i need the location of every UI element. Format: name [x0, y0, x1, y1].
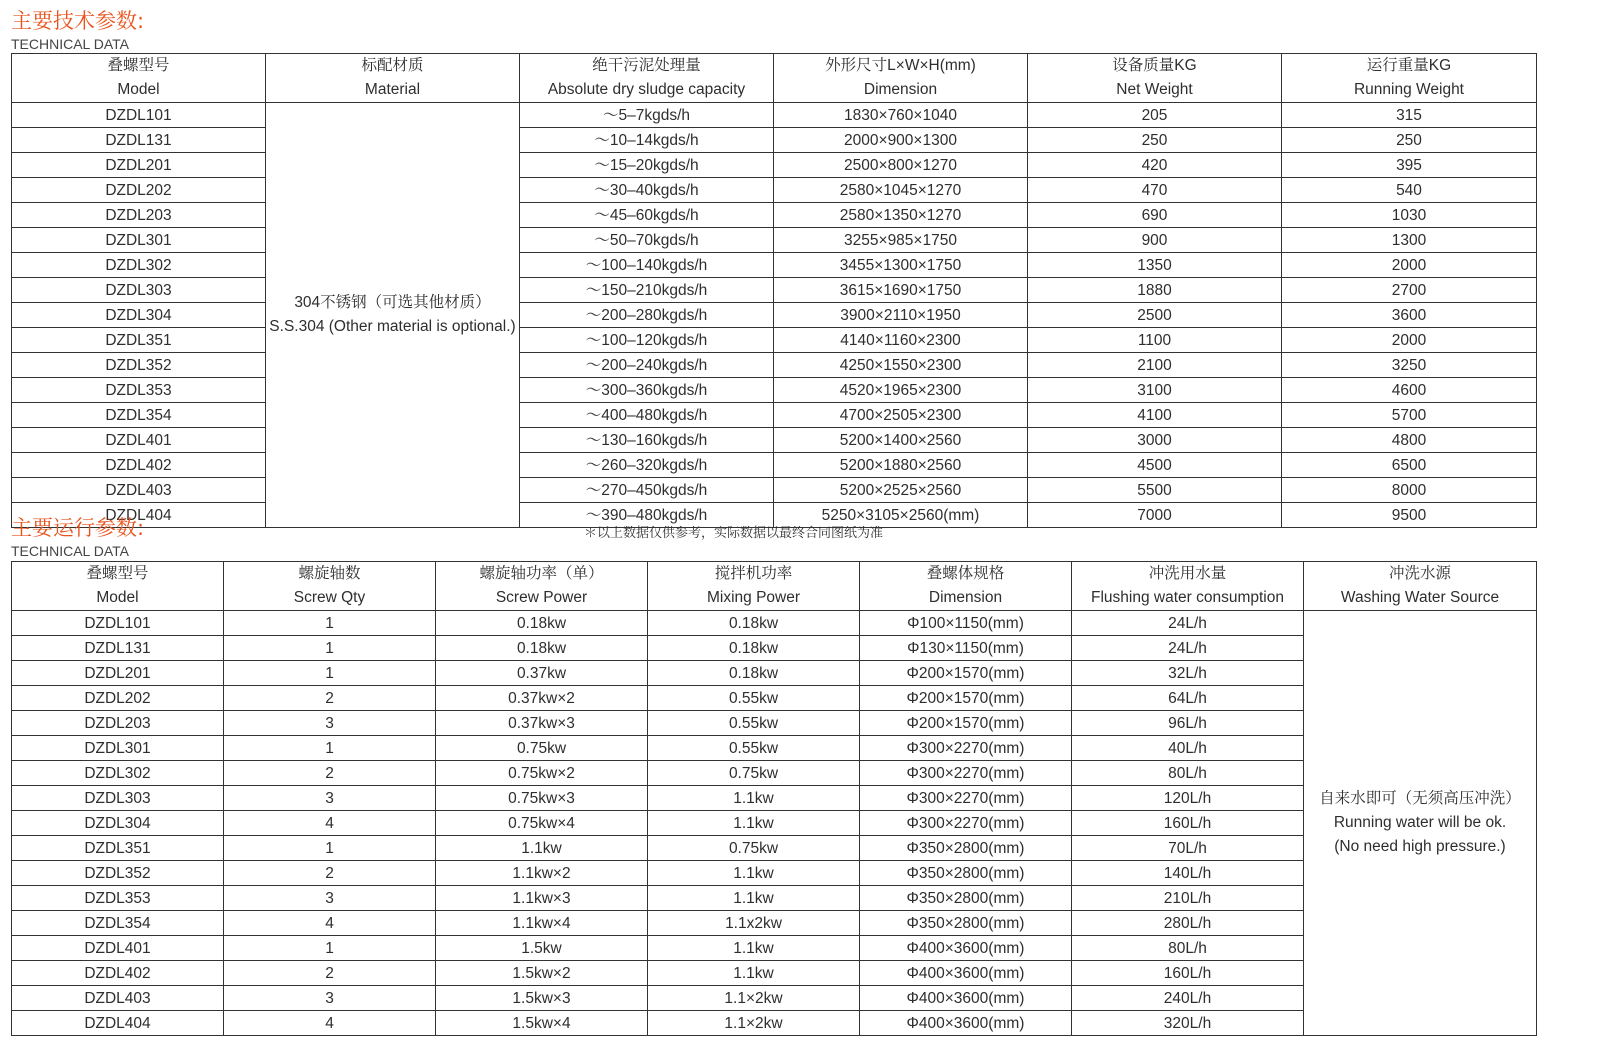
cell-flushing-water: 80L/h: [1072, 761, 1304, 786]
cell-capacity: ～100–120kgds/h: [520, 328, 774, 353]
cell-model: DZDL402: [12, 453, 266, 478]
cell-model: DZDL202: [12, 178, 266, 203]
cell-net-weight: 1880: [1028, 278, 1282, 303]
cell-screw-qty: 3: [224, 986, 436, 1011]
cell-running-weight: 5700: [1282, 403, 1537, 428]
cell-capacity: ～5–7kgds/h: [520, 103, 774, 128]
material-zh: 304不锈钢（可选其他材质）: [294, 294, 491, 311]
cell-running-weight: 2000: [1282, 328, 1537, 353]
cell-capacity: ～45–60kgds/h: [520, 203, 774, 228]
table-row: [12, 611, 1537, 636]
cell-flushing-water: 96L/h: [1072, 711, 1304, 736]
cell-capacity: ～200–280kgds/h: [520, 303, 774, 328]
header-material: 标配材质 Material: [266, 54, 520, 103]
header-flushing-water: 冲洗用水量 Flushing water consumption: [1072, 562, 1304, 611]
cell-dimension: Φ350×2800(mm): [860, 836, 1072, 861]
cell-mixing-power: 1.1kw: [648, 786, 860, 811]
cell-model: DZDL401: [12, 936, 224, 961]
cell-screw-power: 0.75kw: [436, 736, 648, 761]
cell-model: DZDL404: [12, 503, 266, 528]
cell-screw-qty: 3: [224, 711, 436, 736]
cell-dimension: Φ200×1570(mm): [860, 661, 1072, 686]
table-row: [12, 378, 1537, 403]
cell-flushing-water: 140L/h: [1072, 861, 1304, 886]
cell-model: DZDL203: [12, 711, 224, 736]
cell-running-weight: 250: [1282, 128, 1537, 153]
cell-net-weight: 1350: [1028, 253, 1282, 278]
cell-screw-power: 1.1kw: [436, 836, 648, 861]
cell-model: DZDL101: [12, 103, 266, 128]
cell-screw-qty: 1: [224, 836, 436, 861]
table-row: [12, 328, 1537, 353]
cell-mixing-power: 1.1x2kw: [648, 911, 860, 936]
cell-mixing-power: 1.1kw: [648, 861, 860, 886]
cell-model: DZDL403: [12, 478, 266, 503]
cell-screw-qty: 4: [224, 1011, 436, 1036]
cell-running-weight: 315: [1282, 103, 1537, 128]
cell-flushing-water: 160L/h: [1072, 811, 1304, 836]
cell-flushing-water: 24L/h: [1072, 611, 1304, 636]
cell-model: DZDL304: [12, 811, 224, 836]
cell-model: DZDL303: [12, 278, 266, 303]
cell-capacity: ～10–14kgds/h: [520, 128, 774, 153]
cell-screw-qty: 1: [224, 936, 436, 961]
cell-screw-qty: 4: [224, 811, 436, 836]
cell-flushing-water: 160L/h: [1072, 961, 1304, 986]
cell-model: DZDL403: [12, 986, 224, 1011]
cell-dimension: 5200×1400×2560: [774, 428, 1028, 453]
cell-capacity: ～300–360kgds/h: [520, 378, 774, 403]
header-mixing-power: 搅拌机功率 Mixing Power: [648, 562, 860, 611]
table-row: [12, 453, 1537, 478]
table-row: [12, 228, 1537, 253]
cell-mixing-power: 1.1×2kw: [648, 986, 860, 1011]
cell-mixing-power: 1.1×2kw: [648, 1011, 860, 1036]
cell-flushing-water: 240L/h: [1072, 986, 1304, 1011]
cell-dimension: Φ350×2800(mm): [860, 911, 1072, 936]
cell-dimension: Φ300×2270(mm): [860, 811, 1072, 836]
table-row: [12, 303, 1537, 328]
cell-model: DZDL201: [12, 153, 266, 178]
cell-dimension: 4700×2505×2300: [774, 403, 1028, 428]
cell-dimension: 1830×760×1040: [774, 103, 1028, 128]
cell-capacity: ～130–160kgds/h: [520, 428, 774, 453]
table-row: [12, 178, 1537, 203]
table-row: [12, 203, 1537, 228]
cell-model: DZDL202: [12, 686, 224, 711]
header-dimension: 叠螺体规格 Dimension: [860, 562, 1072, 611]
cell-screw-qty: 2: [224, 861, 436, 886]
cell-running-weight: 4600: [1282, 378, 1537, 403]
cell-screw-power: 0.18kw: [436, 636, 648, 661]
cell-model: DZDL203: [12, 203, 266, 228]
cell-flushing-water: 24L/h: [1072, 636, 1304, 661]
header-net-weight: 设备质量KG Net Weight: [1028, 54, 1282, 103]
cell-net-weight: 2500: [1028, 303, 1282, 328]
cell-screw-qty: 2: [224, 761, 436, 786]
cell-net-weight: 4100: [1028, 403, 1282, 428]
cell-capacity: ～400–480kgds/h: [520, 403, 774, 428]
cell-mixing-power: 0.55kw: [648, 711, 860, 736]
cell-screw-power: 1.1kw×2: [436, 861, 648, 886]
cell-running-weight: 4800: [1282, 428, 1537, 453]
cell-dimension: Φ350×2800(mm): [860, 886, 1072, 911]
cell-running-weight: 2000: [1282, 253, 1537, 278]
cell-model: DZDL402: [12, 961, 224, 986]
header-dimension: 外形尺寸L×W×H(mm) Dimension: [774, 54, 1028, 103]
header-row: [12, 562, 1537, 611]
cell-dimension: 3900×2110×1950: [774, 303, 1028, 328]
cell-model: DZDL131: [12, 128, 266, 153]
cell-dimension: Φ300×2270(mm): [860, 786, 1072, 811]
cell-flushing-water: 32L/h: [1072, 661, 1304, 686]
header-capacity: 绝干污泥处理量 Absolute dry sludge capacity: [520, 54, 774, 103]
operating-data-table: [11, 561, 1537, 1036]
cell-screw-power: 0.18kw: [436, 611, 648, 636]
cell-capacity: ～150–210kgds/h: [520, 278, 774, 303]
cell-model: DZDL304: [12, 303, 266, 328]
cell-net-weight: 690: [1028, 203, 1282, 228]
table-row: [12, 278, 1537, 303]
cell-mixing-power: 0.75kw: [648, 761, 860, 786]
table-row: [12, 478, 1537, 503]
cell-screw-power: 1.5kw×3: [436, 986, 648, 1011]
cell-screw-qty: 1: [224, 636, 436, 661]
cell-dimension: Φ400×3600(mm): [860, 936, 1072, 961]
cell-dimension: 2500×800×1270: [774, 153, 1028, 178]
cell-model: DZDL131: [12, 636, 224, 661]
cell-capacity: ～50–70kgds/h: [520, 228, 774, 253]
cell-screw-qty: 3: [224, 886, 436, 911]
table-row: [12, 128, 1537, 153]
header-water-source: 冲洗水源 Washing Water Source: [1304, 562, 1537, 611]
header-model: 叠螺型号 Model: [12, 562, 224, 611]
cell-flushing-water: 80L/h: [1072, 936, 1304, 961]
header-row: [12, 54, 1537, 103]
cell-net-weight: 5500: [1028, 478, 1282, 503]
cell-capacity: ～100–140kgds/h: [520, 253, 774, 278]
cell-mixing-power: 0.75kw: [648, 836, 860, 861]
cell-dimension: Φ100×1150(mm): [860, 611, 1072, 636]
cell-screw-power: 0.37kw×2: [436, 686, 648, 711]
cell-running-weight: 8000: [1282, 478, 1537, 503]
cell-mixing-power: 1.1kw: [648, 961, 860, 986]
cell-dimension: 2000×900×1300: [774, 128, 1028, 153]
cell-mixing-power: 1.1kw: [648, 886, 860, 911]
section2-subtitle: TECHNICAL DATA: [11, 543, 129, 559]
cell-mixing-power: 0.18kw: [648, 661, 860, 686]
cell-dimension: Φ300×2270(mm): [860, 736, 1072, 761]
cell-net-weight: 3100: [1028, 378, 1282, 403]
cell-net-weight: 250: [1028, 128, 1282, 153]
cell-dimension: 4250×1550×2300: [774, 353, 1028, 378]
cell-dimension: 3455×1300×1750: [774, 253, 1028, 278]
cell-dimension: Φ400×3600(mm): [860, 1011, 1072, 1036]
cell-dimension: 4140×1160×2300: [774, 328, 1028, 353]
cell-net-weight: 4500: [1028, 453, 1282, 478]
table-row: [12, 103, 1537, 128]
cell-flushing-water: 70L/h: [1072, 836, 1304, 861]
cell-capacity: ～30–40kgds/h: [520, 178, 774, 203]
cell-net-weight: 7000: [1028, 503, 1282, 528]
cell-model: DZDL401: [12, 428, 266, 453]
cell-model: DZDL352: [12, 861, 224, 886]
cell-model: DZDL404: [12, 1011, 224, 1036]
cell-net-weight: 2100: [1028, 353, 1282, 378]
cell-model: DZDL303: [12, 786, 224, 811]
cell-model: DZDL354: [12, 403, 266, 428]
cell-capacity: ～200–240kgds/h: [520, 353, 774, 378]
header-screw-qty: 螺旋轴数 Screw Qty: [224, 562, 436, 611]
cell-dimension: 4520×1965×2300: [774, 378, 1028, 403]
cell-mixing-power: 0.18kw: [648, 636, 860, 661]
material-en: S.S.304 (Other material is optional.): [269, 318, 516, 335]
cell-model: DZDL301: [12, 228, 266, 253]
cell-screw-power: 0.37kw×3: [436, 711, 648, 736]
cell-net-weight: 205: [1028, 103, 1282, 128]
cell-dimension: 5200×1880×2560: [774, 453, 1028, 478]
technical-data-table: [11, 53, 1537, 528]
cell-flushing-water: 64L/h: [1072, 686, 1304, 711]
cell-dimension: Φ300×2270(mm): [860, 761, 1072, 786]
cell-mixing-power: 0.55kw: [648, 686, 860, 711]
water-source-cell: [1304, 611, 1537, 1036]
water-source-zh: 自来水即可（无须高压冲洗）: [1319, 790, 1521, 807]
cell-dimension: Φ350×2800(mm): [860, 861, 1072, 886]
cell-running-weight: 2700: [1282, 278, 1537, 303]
cell-model: DZDL354: [12, 911, 224, 936]
cell-flushing-water: 120L/h: [1072, 786, 1304, 811]
cell-net-weight: 420: [1028, 153, 1282, 178]
header-running-weight: 运行重量KG Running Weight: [1282, 54, 1537, 103]
cell-dimension: Φ400×3600(mm): [860, 961, 1072, 986]
section2-title: 主要运行参数:: [11, 516, 145, 540]
cell-dimension: 2580×1350×1270: [774, 203, 1028, 228]
cell-dimension: 2580×1045×1270: [774, 178, 1028, 203]
cell-screw-qty: 1: [224, 661, 436, 686]
cell-screw-qty: 2: [224, 961, 436, 986]
section1-title: 主要技术参数:: [11, 9, 145, 33]
cell-capacity: ～15–20kgds/h: [520, 153, 774, 178]
cell-capacity: ～390–480kgds/h: [520, 503, 774, 528]
cell-dimension: Φ200×1570(mm): [860, 686, 1072, 711]
cell-model: DZDL351: [12, 836, 224, 861]
cell-net-weight: 470: [1028, 178, 1282, 203]
water-source-en1: Running water will be ok.: [1333, 814, 1507, 831]
cell-screw-qty: 4: [224, 911, 436, 936]
cell-screw-power: 0.37kw: [436, 661, 648, 686]
material-cell: [266, 103, 520, 528]
cell-running-weight: 9500: [1282, 503, 1537, 528]
cell-running-weight: 1030: [1282, 203, 1537, 228]
cell-model: DZDL352: [12, 353, 266, 378]
cell-running-weight: 540: [1282, 178, 1537, 203]
table-row: [12, 153, 1537, 178]
cell-flushing-water: 40L/h: [1072, 736, 1304, 761]
cell-net-weight: 3000: [1028, 428, 1282, 453]
cell-running-weight: 6500: [1282, 453, 1537, 478]
cell-dimension: 3615×1690×1750: [774, 278, 1028, 303]
cell-running-weight: 395: [1282, 153, 1537, 178]
cell-flushing-water: 210L/h: [1072, 886, 1304, 911]
cell-model: DZDL101: [12, 611, 224, 636]
table-row: [12, 428, 1537, 453]
cell-model: DZDL201: [12, 661, 224, 686]
cell-screw-power: 0.75kw×4: [436, 811, 648, 836]
cell-dimension: Φ200×1570(mm): [860, 711, 1072, 736]
cell-screw-qty: 2: [224, 686, 436, 711]
cell-mixing-power: 0.55kw: [648, 736, 860, 761]
cell-capacity: ～260–320kgds/h: [520, 453, 774, 478]
cell-dimension: 5200×2525×2560: [774, 478, 1028, 503]
cell-model: DZDL302: [12, 761, 224, 786]
cell-screw-power: 1.1kw×3: [436, 886, 648, 911]
cell-screw-qty: 1: [224, 736, 436, 761]
cell-screw-qty: 3: [224, 786, 436, 811]
cell-screw-power: 1.5kw: [436, 936, 648, 961]
cell-dimension: Φ400×3600(mm): [860, 986, 1072, 1011]
cell-running-weight: 1300: [1282, 228, 1537, 253]
table-row: [12, 353, 1537, 378]
cell-running-weight: 3600: [1282, 303, 1537, 328]
cell-model: DZDL351: [12, 328, 266, 353]
cell-mixing-power: 1.1kw: [648, 811, 860, 836]
header-model: 叠螺型号 Model: [12, 54, 266, 103]
cell-screw-power: 1.1kw×4: [436, 911, 648, 936]
table-row: [12, 253, 1537, 278]
cell-mixing-power: 0.18kw: [648, 611, 860, 636]
water-source-en2: (No need high pressure.): [1334, 838, 1506, 855]
cell-screw-power: 0.75kw×3: [436, 786, 648, 811]
cell-screw-power: 1.5kw×2: [436, 961, 648, 986]
cell-model: DZDL353: [12, 378, 266, 403]
cell-model: DZDL353: [12, 886, 224, 911]
cell-net-weight: 900: [1028, 228, 1282, 253]
section1-subtitle: TECHNICAL DATA: [11, 36, 129, 52]
cell-dimension: 3255×985×1750: [774, 228, 1028, 253]
cell-screw-power: 1.5kw×4: [436, 1011, 648, 1036]
cell-flushing-water: 320L/h: [1072, 1011, 1304, 1036]
cell-capacity: ～270–450kgds/h: [520, 478, 774, 503]
cell-running-weight: 3250: [1282, 353, 1537, 378]
cell-screw-power: 0.75kw×2: [436, 761, 648, 786]
cell-dimension: Φ130×1150(mm): [860, 636, 1072, 661]
header-screw-power: 螺旋轴功率（单） Screw Power: [436, 562, 648, 611]
cell-screw-qty: 1: [224, 611, 436, 636]
disclaimer-note: ＊以上数据仅供参考，实际数据以最终合同图纸为准: [584, 526, 884, 541]
cell-dimension: 5250×3105×2560(mm): [774, 503, 1028, 528]
cell-flushing-water: 280L/h: [1072, 911, 1304, 936]
cell-net-weight: 1100: [1028, 328, 1282, 353]
table-row: [12, 403, 1537, 428]
cell-mixing-power: 1.1kw: [648, 936, 860, 961]
cell-model: DZDL301: [12, 736, 224, 761]
cell-model: DZDL302: [12, 253, 266, 278]
